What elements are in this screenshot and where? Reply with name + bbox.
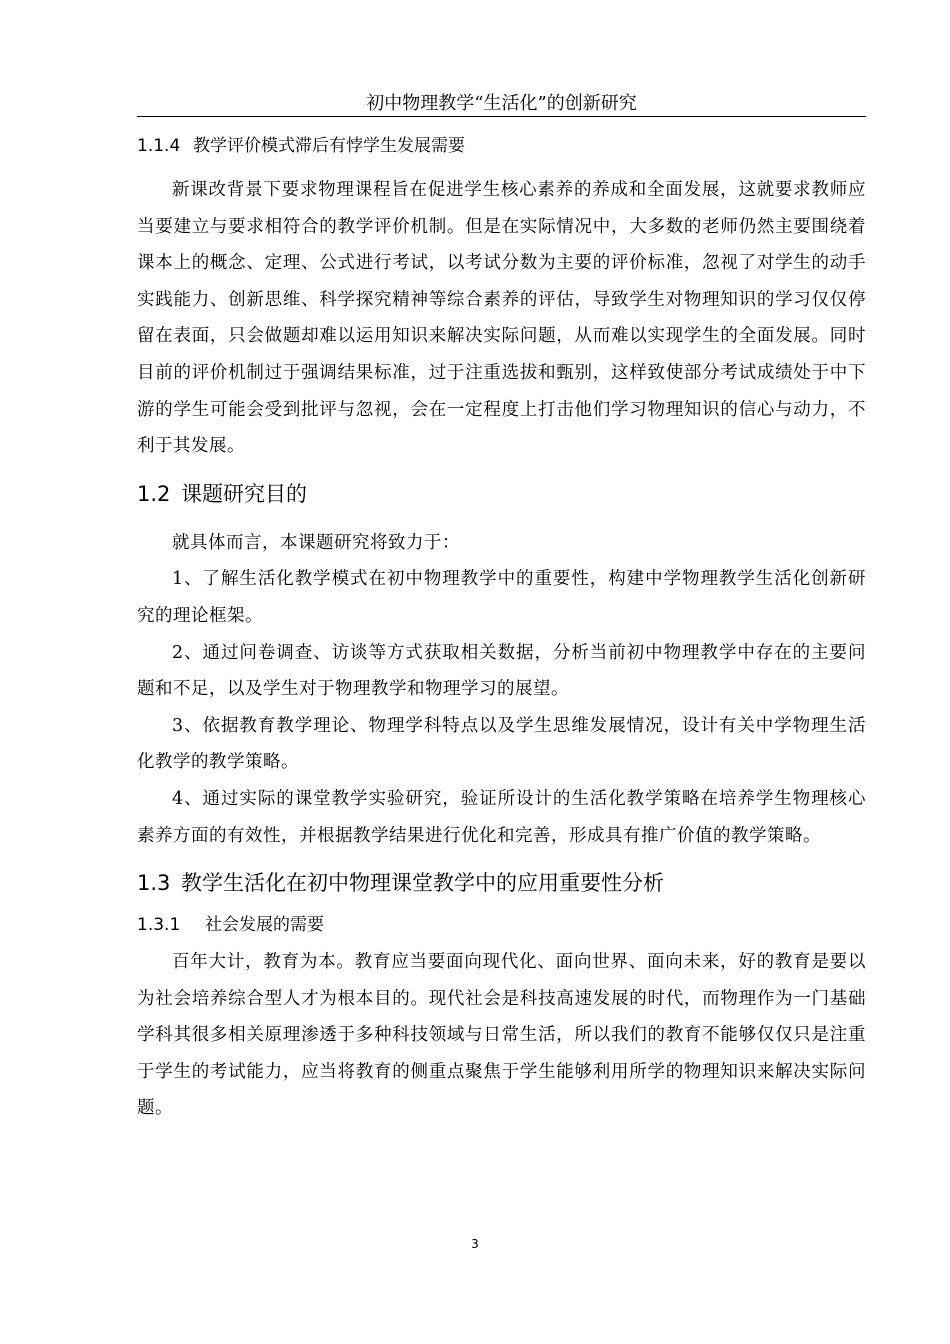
section-1-2-heading	[137, 479, 866, 509]
section-number: 1.3.1	[137, 915, 181, 936]
list-item: 1、了解生活化教学模式在初中物理教学中的重要性，构建中学物理教学生活化创新研究的理论框架。	[137, 569, 866, 626]
header-rule	[137, 116, 866, 117]
section-number: 1.3	[137, 871, 171, 896]
section-number: 1.1.4	[137, 136, 181, 156]
section-title: 教学生活化在初中物理课堂教学中的应用重要性分析	[181, 871, 664, 896]
list-item: 4、通过实际的课堂教学实验研究，验证所设计的生活化教学策略在培养学生物理核心素养方面的有效性，并根据教学结果进行优化和完善，形成具有推广价值的教学策略。	[137, 788, 866, 846]
section-1-1-4-heading	[137, 133, 866, 159]
section-title: 社会发展的需要	[205, 915, 324, 936]
section-1-3-heading	[137, 868, 866, 898]
section-number: 1.2	[137, 481, 171, 506]
list-item: 2、通过问卷调查、访谈等方式获取相关数据，分析当前初中物理教学中存在的主要问题和不足，以及学生对于物理教学和物理学习的展望。	[137, 642, 866, 700]
section-title: 课题研究目的	[181, 481, 307, 506]
page-number: 3	[471, 1237, 479, 1251]
section-title: 教学评价模式滞后有悖学生发展需要	[193, 136, 465, 156]
list-item: 3、依据教育教学理论、物理学科特点以及学生思维发展情况，设计有关中学物理生活化教学的教学策略。	[137, 715, 866, 773]
body-paragraph: 百年大计，教育为本。教育应当要面向现代化、面向世界、面向未来，好的教育是要以为社会培养综合型人才为根本目的。现代社会是科技高速发展的时代，而物理作为一门基础学科其很多相关原理渗透于多种科技领域与日常生活，所以我们的教育不能够仅仅只是注重于学生的考试能力，应当将教育的侧重点聚焦于学生能够利用所学的物理知识来解决实际问题。	[137, 952, 866, 1119]
section-1-3-1-heading	[137, 912, 866, 938]
body-paragraph: 就具体而言，本课题研究将致力于：	[172, 532, 460, 553]
body-paragraph: 新课改背景下要求物理课程旨在促进学生核心素养的养成和全面发展，这就要求教师应当要建立与要求相符合的教学评价机制。但是在实际情况中，大多数的老师仍然主要围绕着课本上的概念、定理、公式进行考试，以考试分数为主要的评价标准，忽视了对学生的动手实践能力、创新思维、科学探究精神等综合素养的评估，导致学生对物理知识的学习仅仅停留在表面，只会做题却难以运用知识来解决实际问题，从而难以实现学生的全面发展。同时目前的评价机制过于强调结果标准，过于注重选拔和甄别，这样致使部分考试成绩处于中下游的学生可能会受到批评与忽视，会在一定程度上打击他们学习物理知识的信心与动力，不利于其发展。	[137, 180, 866, 457]
page-content	[137, 131, 866, 1127]
running-header: 初中物理教学“生活化”的创新研究	[366, 93, 637, 114]
